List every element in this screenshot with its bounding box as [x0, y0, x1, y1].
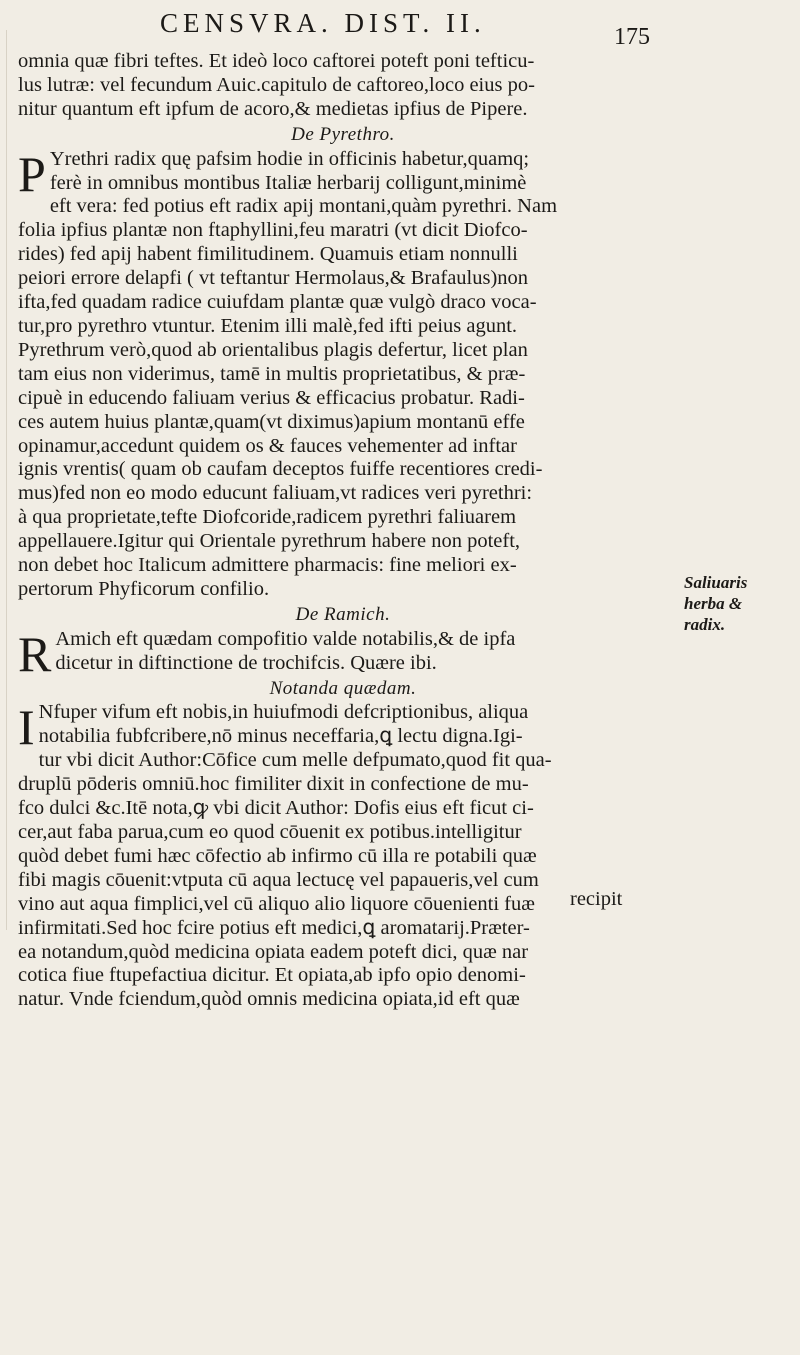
- text-line: folia ipfius plantæ non ftaphyllini,feu maratri (vt dicit Diofco-: [18, 219, 528, 242]
- text-line: tur vbi dicit Author:Cōfice cum melle defpumato,quod fit qua-: [38, 749, 552, 772]
- text-line: ferè in omnibus montibus Italiæ herbarij colligunt,minimè: [49, 171, 527, 194]
- text-line: à qua proprietate,tefte Diofcoride,radicem pyrethri faliuarem: [18, 506, 517, 529]
- text-line: ignis vrentis( quam ob caufam deceptos fuiffe recentiores credi-: [18, 458, 543, 481]
- margin-note: [684, 572, 794, 635]
- text-line: peiori errore delapfi ( vt teftantur Hermolaus,& Brafaulus)non: [18, 267, 529, 290]
- text-line: druplū pōderis omniū.hoc fimiliter dixit in confectione de mu-: [18, 773, 529, 796]
- section-heading-ramich: De Ramich.: [295, 603, 391, 625]
- page-edge-shadow: [6, 30, 7, 930]
- section-heading-pyrethrum: De Pyrethro.: [291, 123, 395, 145]
- running-head: CENSVRA. DIST. II.: [160, 8, 486, 38]
- text-line: Pyrethrum verò,quod ab orientalibus plagis defertur, licet plan: [18, 338, 528, 361]
- text-line: tur,pro pyrethro vtuntur. Etenim illi malè,fed ifti peius agunt.: [18, 314, 518, 337]
- text-line: fibi magis cōuenit:vtputa cū aqua lectucę vel papaueris,vel cum: [18, 868, 539, 891]
- text-line: Nfuper vifum eft nobis,in huiufmodi defcriptionibus, aliqua: [38, 701, 529, 724]
- text-line: appellauere.Igitur qui Orientale pyrethrum habere non poteft,: [18, 530, 521, 553]
- paragraph-ramich: [18, 625, 668, 682]
- text-line: ifta,fed quadam radice cuiufdam plantæ quæ vulgò draco voca-: [18, 291, 537, 314]
- margin-note-line: Saliuaris: [684, 573, 748, 592]
- intro-paragraph: [18, 50, 668, 122]
- text-line: notabilia fubfcribere,nō minus neceffaria,ꝗ lectu digna.Igi-: [38, 725, 523, 748]
- section-heading-notanda: Notanda quædam.: [269, 677, 417, 699]
- text-line: infirmitati.Sed hoc fcire potius eft medici,ꝗ aromatarij.Præter-: [18, 916, 530, 939]
- text-line: pertorum Phyficorum confilio.: [18, 577, 270, 600]
- text-line: rides) fed apij habent fimilitudinem. Quamuis etiam nonnulli: [18, 243, 518, 266]
- text-line: fco dulci &c.Itē nota,ꝙ vbi dicit Author: Dofis eius eft ficut ci-: [18, 797, 534, 820]
- margin-note-line: herba &: [684, 594, 743, 613]
- text-line: cotica fiue ftupefactiua dicitur. Et opiata,ab ipfo opio denomi-: [18, 964, 526, 987]
- text-line: natur. Vnde fciendum,quòd omnis medicina opiata,id eft quæ: [18, 988, 520, 1011]
- text-line: quòd debet fumi hæc cōfectio ab infirmo cū illa re potabili quæ: [18, 844, 537, 867]
- drop-cap: P: [18, 145, 46, 202]
- body-text: [18, 50, 668, 1012]
- text-line: vino aut aqua fimplici,vel cū aliquo alio liquore cōuenienti fuæ: [18, 892, 535, 915]
- text-line: lus lutræ: vel fecundum Auic.capitulo de caftoreo,loco eius po-: [18, 73, 535, 96]
- page-number: 175: [614, 24, 650, 50]
- text-line: cipuè in educendo faliuam verius & efficacius probatur. Radi-: [18, 386, 525, 409]
- catchword: recipit: [570, 888, 623, 910]
- drop-cap: I: [18, 699, 35, 756]
- text-line: non debet hoc Italicum admittere pharmacis: fine meliori ex-: [18, 554, 517, 577]
- text-line: omnia quæ fibri teftes. Et ideò loco caftorei poteft poni tefticu-: [18, 50, 535, 72]
- text-line: ea notandum,quòd medicina opiata eadem poteft dici, quæ nar: [18, 940, 529, 963]
- text-line: tam eius non viderimus, tamē in multis proprietatibus, & præ-: [18, 362, 526, 385]
- paragraph-pyrethrum: [18, 145, 668, 602]
- text-line: ces autem huius plantæ,quam(vt diximus)apium montanū effe: [18, 410, 525, 433]
- text-line: Yrethri radix quę pafsim hodie in officinis habetur,quamq;: [49, 147, 530, 170]
- paragraph-notanda: [18, 701, 668, 1012]
- drop-cap: R: [18, 625, 52, 682]
- text-line: mus)fed non eo modo educunt faliuam,vt radices veri pyrethri:: [18, 482, 533, 505]
- margin-note-line: radix.: [684, 615, 726, 634]
- text-line: Amich eft quædam compofitio valde notabilis,& de ipfa: [55, 627, 516, 650]
- text-line: nitur quantum eft ipfum de acoro,& medietas ipfius de Pipere.: [18, 97, 528, 120]
- text-line: opinamur,accedunt quidem os & fauces vehementer ad inftar: [18, 434, 517, 457]
- text-line: eft vera: fed potius eft radix apij montani,quàm pyrethri. Nam: [49, 195, 558, 218]
- text-line: dicetur in diftinctione de trochifcis. Quære ibi.: [55, 651, 437, 674]
- text-line: cer,aut faba parua,cum eo quod cōuenit ex potibus.intelligitur: [18, 821, 522, 843]
